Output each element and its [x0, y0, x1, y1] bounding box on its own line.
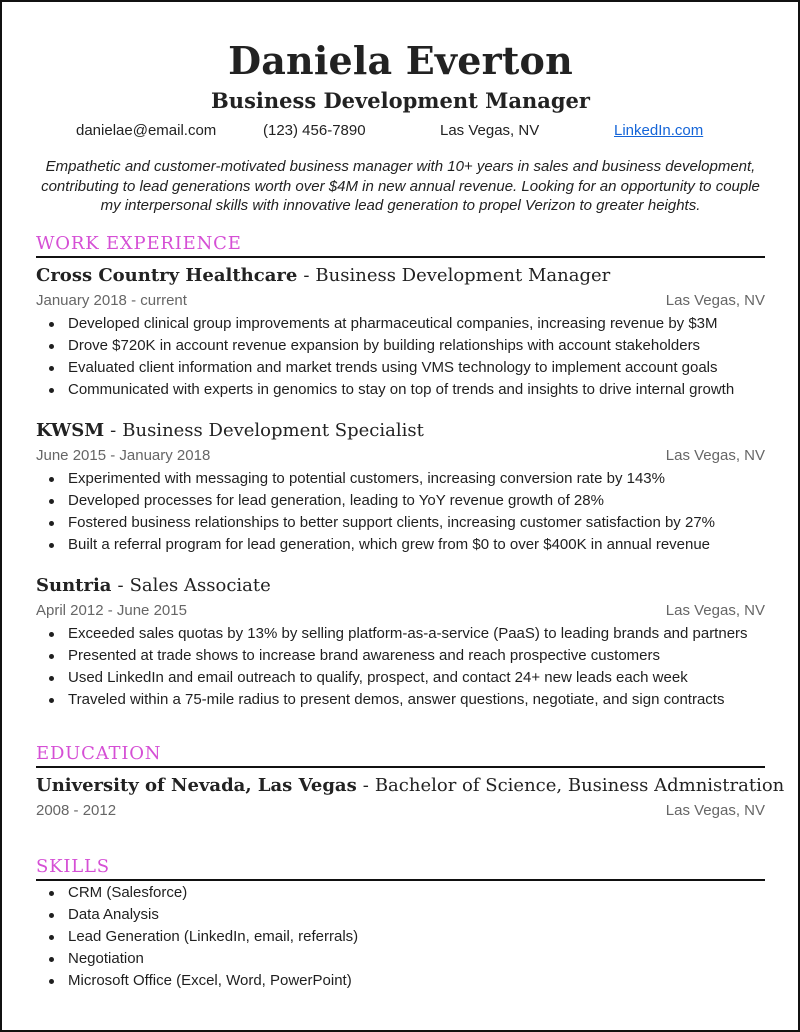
job-meta — [36, 445, 765, 467]
list-item: Developed clinical group improvements at pharmaceutical companies, increasing revenue by $3M — [36, 313, 765, 335]
section-heading-work: WORK EXPERIENCE — [36, 233, 765, 258]
job-meta — [36, 290, 765, 312]
contact-phone: (123) 456-7890 — [263, 122, 366, 139]
contact-location: Las Vegas, NV — [440, 122, 540, 139]
list-item: Traveled within a 75-mile radius to present demos, answer questions, negotiate, and sign contracts — [36, 689, 765, 711]
job-separator: - — [303, 264, 310, 286]
job-title-line — [36, 573, 765, 599]
education-degree: Bachelor of Science, Business Admnistration — [374, 774, 785, 796]
list-item: Drove $720K in account revenue expansion by building relationships with account stakeholders — [36, 335, 765, 357]
list-item: CRM (Salesforce) — [36, 882, 765, 904]
job-title-line — [36, 418, 765, 444]
section-heading-education: EDUCATION — [36, 743, 765, 768]
list-item: Evaluated client information and market trends using VMS technology to implement account goals — [36, 357, 765, 379]
job-role: Business Development Specialist — [122, 419, 424, 441]
job-separator: - — [110, 419, 117, 441]
list-item: Fostered business relationships to better support clients, increasing customer satisfaction by 27% — [36, 512, 765, 534]
job-bullets — [36, 468, 765, 556]
list-item: Presented at trade shows to increase brand awareness and reach prospective customers — [36, 645, 765, 667]
job-dates: June 2015 - January 2018 — [36, 446, 211, 464]
job-role: Business Development Manager — [315, 264, 611, 286]
list-item: Negotiation — [36, 948, 765, 970]
education-meta — [36, 800, 765, 822]
list-item: Exceeded sales quotas by 13% by selling platform-as-a-service (PaaS) to leading brands and partners — [36, 623, 765, 645]
list-item: Developed processes for lead generation, leading to YoY revenue growth of 28% — [36, 490, 765, 512]
job-location: Las Vegas, NV — [665, 291, 765, 309]
education-dates: 2008 - 2012 — [36, 801, 117, 819]
job-role: Sales Associate — [129, 574, 271, 596]
list-item: Experimented with messaging to potential customers, increasing conversion rate by 143% — [36, 468, 765, 490]
contact-email[interactable]: danielae@email.com — [76, 122, 217, 139]
job-dates: April 2012 - June 2015 — [36, 601, 187, 619]
list-item: Communicated with experts in genomics to stay on top of trends and insights to drive internal growth — [36, 379, 765, 401]
job-company: Cross Country Healthcare — [36, 264, 298, 286]
job-meta — [36, 600, 765, 622]
skills-list — [36, 882, 765, 992]
list-item: Built a referral program for lead generation, which grew from $0 to over $400K in annual revenue — [36, 534, 765, 556]
work-entry — [36, 263, 765, 401]
job-company: Suntria — [36, 574, 112, 596]
contact-bar — [36, 122, 765, 144]
contact-linkedin-link[interactable]: LinkedIn.com — [614, 122, 704, 139]
education-school: University of Nevada, Las Vegas — [36, 774, 357, 796]
job-bullets — [36, 623, 765, 711]
list-item: Data Analysis — [36, 904, 765, 926]
work-entry — [36, 418, 765, 556]
education-entry — [36, 773, 785, 822]
list-item: Microsoft Office (Excel, Word, PowerPoint) — [36, 970, 765, 992]
list-item: Lead Generation (LinkedIn, email, referrals) — [36, 926, 765, 948]
section-heading-skills: SKILLS — [36, 856, 765, 881]
job-title-line — [36, 263, 765, 289]
candidate-title: Business Development Manager — [211, 88, 590, 113]
education-location: Las Vegas, NV — [665, 801, 765, 819]
work-entry — [36, 573, 765, 711]
job-location: Las Vegas, NV — [665, 601, 765, 619]
education-separator: - — [362, 774, 369, 796]
job-dates: January 2018 - current — [36, 291, 187, 309]
job-bullets — [36, 313, 765, 401]
list-item: Used LinkedIn and email outreach to qualify, prospect, and contact 24+ new leads each week — [36, 667, 765, 689]
education-title-line — [36, 773, 785, 799]
job-company: KWSM — [36, 419, 105, 441]
job-location: Las Vegas, NV — [665, 446, 765, 464]
profile-summary: Empathetic and customer-motivated business manager with 10+ years in sales and business development, contributing to lead generations worth over $4M in new annual revenue. Looking for an opportunity to couple my interpersonal skills with innovative lead generation to propel Verizon to greater heights. — [41, 158, 760, 214]
candidate-name: Daniela Everton — [228, 38, 573, 83]
job-separator: - — [117, 574, 124, 596]
